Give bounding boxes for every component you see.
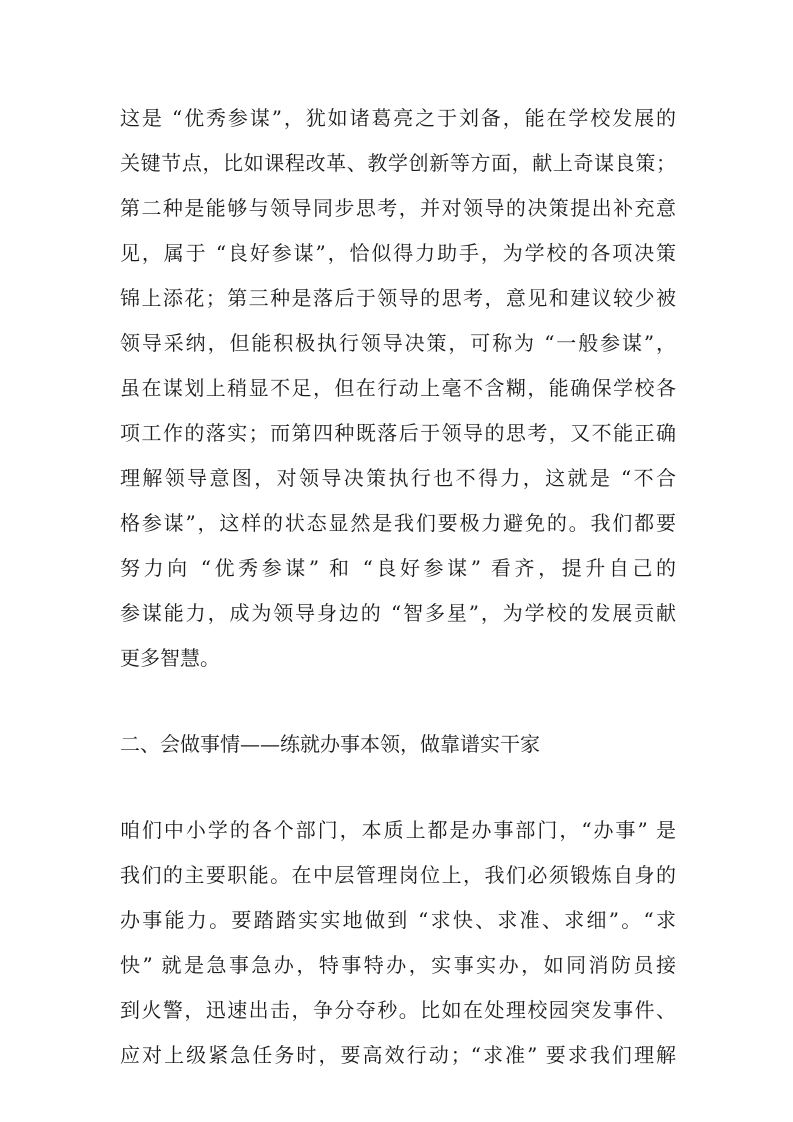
paragraph-1-line: 更多智慧。 [120,646,220,670]
paragraph-2-line: 我们的主要职能。在中层管理岗位上，我们必须锻炼自身的 [120,863,676,887]
paragraph-1-line: 见，属于 “良好参谋”，恰似得力助手，为学校的各项决策 [120,241,676,265]
paragraph-1-line: 这是 “优秀参谋”，犹如诸葛亮之于刘备，能在学校发展的 [120,106,676,130]
paragraph-1-line: 虽在谋划上稍显不足，但在行动上毫不含糊，能确保学校各 [120,376,676,400]
paragraph-1-line: 参谋能力，成为领导身边的 “智多星”，为学校的发展贡献 [120,601,676,625]
paragraph-2-line: 咱们中小学的各个部门，本质上都是办事部门，“办事” 是 [120,818,676,842]
paragraph-1-line: 领导采纳，但能积极执行领导决策，可称为 “一般参谋”， [120,331,676,355]
paragraph-1-line: 项工作的落实；而第四种既落后于领导的思考，又不能正确 [120,421,676,445]
paragraph-2-line: 办事能力。要踏踏实实地做到 “求快、求准、求细”。“求 [120,908,676,932]
paragraph-1-line: 理解领导意图，对领导决策执行也不得力，这就是 “不合 [120,466,676,490]
paragraph-2-line: 快” 就是急事急办，特事特办，实事实办，如同消防员接 [120,953,676,977]
paragraph-1-line: 关键节点，比如课程改革、教学创新等方面，献上奇谋良策； [120,151,676,175]
paragraph-2-line: 到火警，迅速出击，争分夺秒。比如在处理校园突发事件、 [120,998,676,1022]
paragraph-1-line: 第二种是能够与领导同步思考，并对领导的决策提出补充意 [120,196,676,220]
paragraph-1-line: 努力向 “优秀参谋” 和 “良好参谋” 看齐，提升自己的 [120,556,676,580]
paragraph-1-line: 格参谋”，这样的状态显然是我们要极力避免的。我们都要 [120,511,676,535]
paragraph-1-line: 锦上添花；第三种是落后于领导的思考，意见和建议较少被 [120,286,676,310]
section-heading: 二、会做事情——练就办事本领，做靠谱实干家 [120,732,540,756]
paragraph-2-line: 应对上级紧急任务时，要高效行动；“求准” 要求我们理解 [120,1043,676,1067]
